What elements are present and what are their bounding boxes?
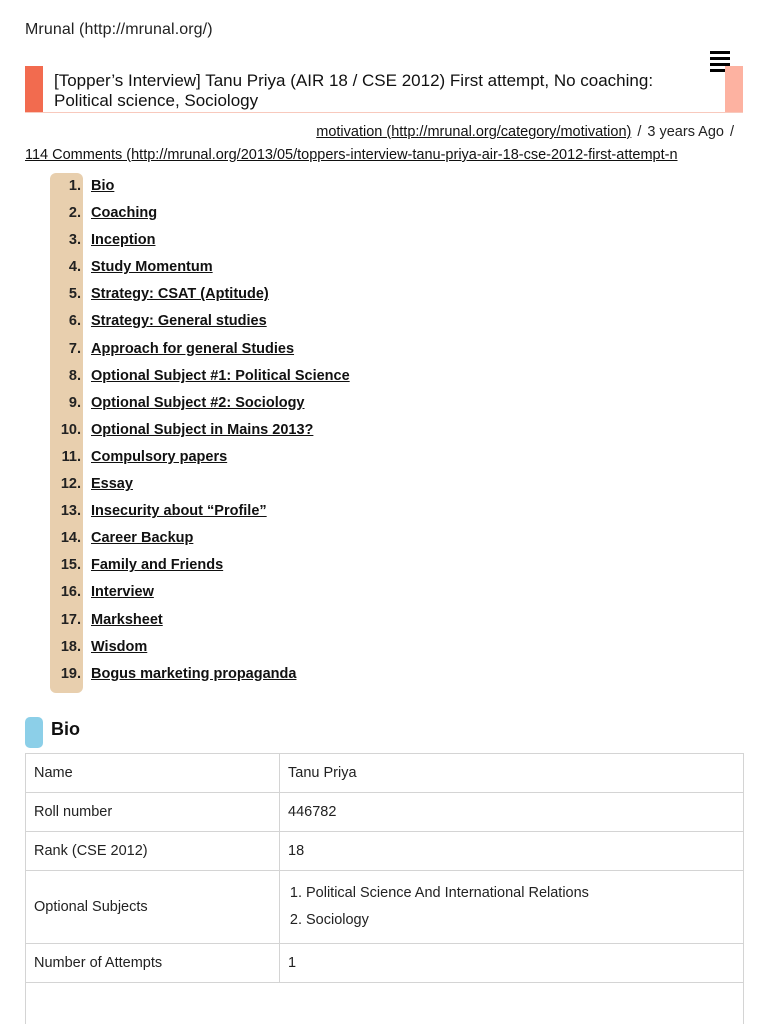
category-link[interactable]: motivation (http://mrunal.org/category/motivation) [316, 124, 632, 140]
toc-link[interactable]: Coaching [91, 205, 158, 222]
toc-item [50, 579, 350, 606]
list-item: 2. Sociology [306, 907, 735, 934]
toc-item [50, 498, 350, 525]
toc-link[interactable]: Bogus marketing propaganda [91, 665, 297, 682]
toc-link[interactable]: Interview [91, 584, 154, 601]
table-value-cell: 18 [280, 832, 744, 871]
toc-link[interactable]: Compulsory papers [91, 448, 228, 465]
bio-table [25, 753, 744, 983]
table-key-cell: Number of Attempts [26, 944, 280, 983]
table-row [26, 754, 744, 793]
meta-separator: / [637, 124, 642, 140]
toc-link[interactable]: Essay [91, 476, 133, 493]
table-key-cell: Rank (CSE 2012) [26, 832, 280, 871]
comments-line [25, 147, 753, 163]
toc-item-number: 11. [61, 448, 81, 465]
toc-link[interactable]: Career Backup [91, 530, 194, 547]
toc-link[interactable]: Marksheet [91, 611, 163, 628]
toc-item [50, 552, 350, 579]
table-key-cell: Optional Subjects [26, 871, 280, 944]
toc-link[interactable]: Approach for general Studies [91, 340, 295, 357]
section-accent-bar [25, 717, 43, 748]
toc-link[interactable]: Family and Friends [91, 557, 224, 574]
post-date: 3 years Ago [647, 124, 724, 140]
article-meta-line [316, 124, 740, 140]
article-title-bar [25, 66, 743, 113]
menu-bar [710, 57, 730, 60]
table-value-cell: 446782 [280, 793, 744, 832]
table-of-contents [50, 173, 350, 688]
article-title: [Topper’s Interview] Tanu Priya (AIR 18 / CSE 2012) First attempt, No coaching: Political science, Sociology [54, 71, 654, 110]
toc-item-number: 15. [60, 557, 81, 574]
toc-item [50, 390, 350, 417]
table-key-cell: Roll number [26, 793, 280, 832]
toc-item [50, 308, 350, 335]
toc-link[interactable]: Insecurity about “Profile” [91, 503, 267, 520]
table-row [26, 793, 744, 832]
toc-link[interactable]: Optional Subject #2: Sociology [91, 394, 305, 411]
optional-subjects-list [288, 880, 735, 934]
toc-item-number: 2. [68, 205, 81, 222]
toc-link[interactable]: Strategy: General studies [91, 313, 267, 330]
toc-item-number: 13. [60, 503, 81, 520]
toc-link[interactable]: Study Momentum [91, 259, 213, 276]
toc-link[interactable]: Inception [91, 232, 156, 249]
toc-item [50, 336, 350, 363]
toc-item [50, 227, 350, 254]
next-table-row-partial [25, 981, 744, 1024]
toc-item-number: 7. [68, 340, 81, 357]
toc-link[interactable]: Optional Subject #1: Political Science [91, 367, 350, 384]
toc-item [50, 661, 350, 688]
toc-item [50, 173, 350, 200]
toc-item-number: 16. [60, 584, 81, 601]
toc-item-number: 9. [68, 394, 81, 411]
title-underline [25, 112, 743, 113]
toc-item-number: 19. [60, 665, 81, 682]
toc-item [50, 200, 350, 227]
toc-item-number: 3. [68, 232, 81, 249]
table-value-cell [280, 871, 744, 944]
toc-item-number: 5. [68, 286, 81, 303]
toc-item [50, 525, 350, 552]
toc-item [50, 634, 350, 661]
toc-item [50, 444, 350, 471]
comments-link[interactable]: 114 Comments (http://mrunal.org/2013/05/toppers-interview-tanu-priya-air-18-cse-2012-first-attempt-n [25, 147, 678, 163]
table-value-cell: Tanu Priya [280, 754, 744, 793]
title-accent-left [25, 66, 43, 113]
toc-link[interactable]: Strategy: CSAT (Aptitude) [91, 286, 269, 303]
toc-item-number: 10. [60, 421, 81, 438]
toc-link[interactable]: Wisdom [91, 638, 148, 655]
toc-item-number: 1. [68, 178, 81, 194]
table-row [26, 832, 744, 871]
toc-item [50, 471, 350, 498]
toc-link[interactable]: Optional Subject in Mains 2013? [91, 421, 314, 438]
toc-item [50, 281, 350, 308]
toc-item-number: 17. [60, 611, 81, 628]
title-accent-right [725, 66, 743, 113]
section-heading-bio: Bio [51, 719, 80, 739]
toc-item-number: 18. [60, 638, 81, 655]
toc-item-number: 14. [60, 530, 81, 547]
site-title[interactable]: Mrunal (http://mrunal.org/) [25, 21, 213, 38]
list-item: 1. Political Science And International Relations [306, 880, 735, 907]
table-row [26, 871, 744, 944]
table-key-cell: Name [26, 754, 280, 793]
toc-item-number: 4. [68, 259, 81, 276]
table-value-cell: 1 [280, 944, 744, 983]
toc-link[interactable]: Bio [91, 178, 115, 194]
toc-item [50, 417, 350, 444]
menu-bar [710, 51, 730, 54]
table-row [26, 944, 744, 983]
toc-item [50, 363, 350, 390]
toc-item-number: 12. [60, 476, 81, 493]
toc-item [50, 254, 350, 281]
meta-separator: / [729, 124, 734, 140]
toc-item-number: 8. [68, 367, 81, 384]
toc-item [50, 607, 350, 634]
toc-item-number: 6. [68, 313, 81, 330]
